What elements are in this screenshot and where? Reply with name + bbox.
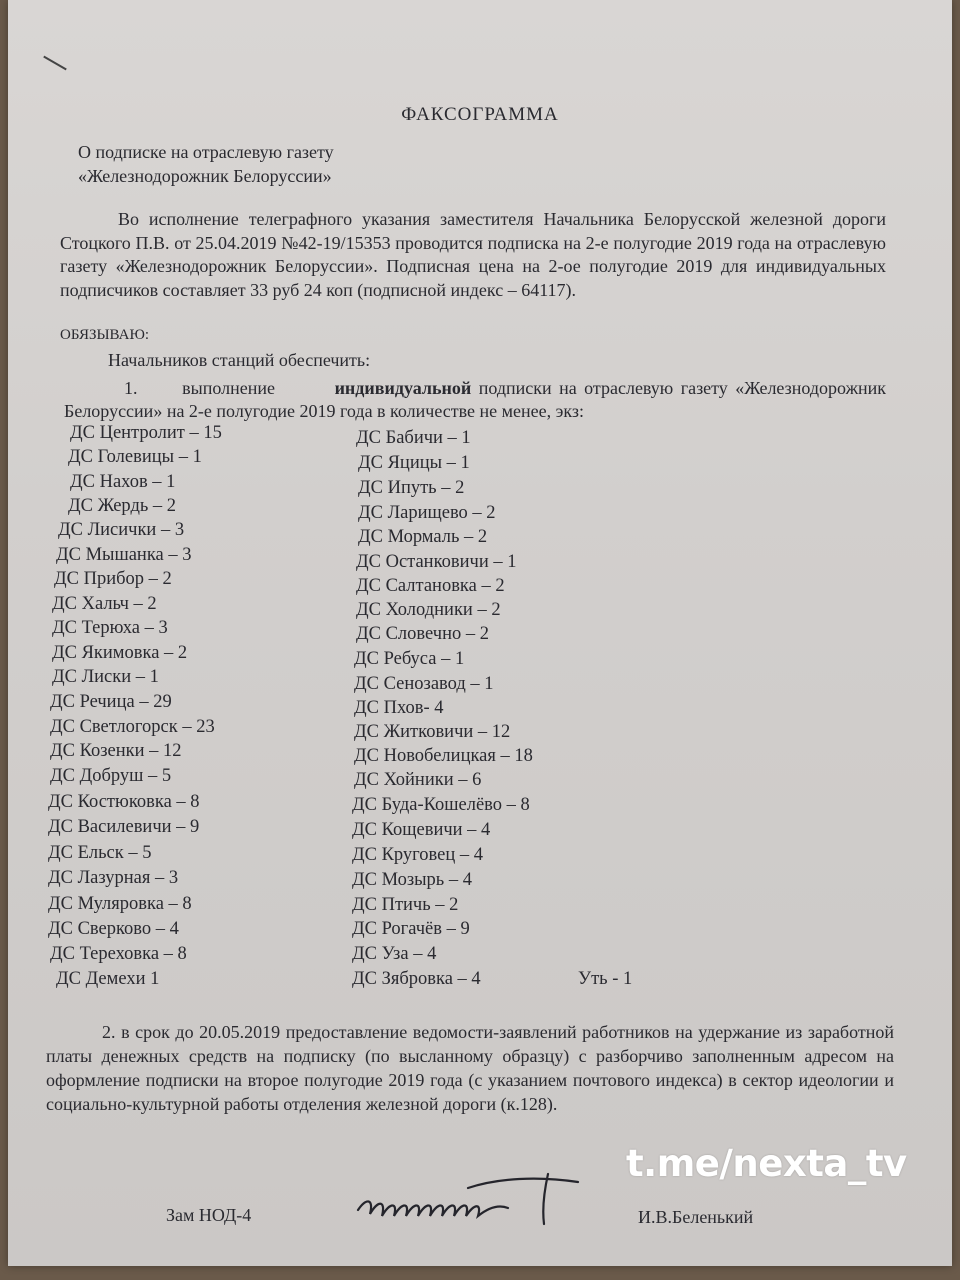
station-right-item: ДС Уза – 4 — [352, 944, 437, 964]
handwritten-signature — [348, 1168, 598, 1248]
station-right-item: ДС Бабичи – 1 — [356, 428, 471, 448]
station-right-item: ДС Новобелицкая – 18 — [354, 746, 533, 766]
station-left-item: ДС Прибор – 2 — [54, 569, 172, 589]
station-right-item: ДС Кощевичи – 4 — [352, 820, 491, 840]
document-title: ФАКСОГРАММА — [401, 104, 559, 125]
pen-mark — [43, 56, 67, 71]
item-1 — [64, 377, 886, 423]
station-right-item: ДС Ипуть – 2 — [358, 478, 465, 498]
station-left-item: ДС Центролит – 15 — [70, 423, 222, 443]
station-left-item: ДС Якимовка – 2 — [52, 643, 188, 663]
station-right-item: ДС Словечно – 2 — [356, 624, 489, 644]
station-left-item: ДС Лиски – 1 — [52, 667, 159, 687]
station-left-item: ДС Терюха – 3 — [52, 618, 168, 638]
intro-paragraph: Во исполнение телеграфного указания заместителя Начальника Белорусской железной дороги Стоцкого П.В. от 25.04.2019 №42-19/15353 проводится подписка на 2-е полугодие 2019 года на отраслевую газету «Железнодорожник Белоруссии». Подписная цена на 2-ое полугодие 2019 для индивидуальных подписчиков составляет 33 руб 24 коп (подписной индекс – 64117). — [60, 209, 886, 300]
item-2: 2. в срок до 20.05.2019 предоставление ведомости-заявлений работников на удержание из заработной платы денежных средств на подписку (по высланному образцу) с разборчиво заполненным адресом на оформление подписки на второе полугодие 2019 года (с указанием почтового индекса) в сектор идеологии и социально-культурной работы отделения железной дороги (к.128). — [46, 1022, 894, 1114]
station-right-item: ДС Птичь – 2 — [352, 895, 459, 915]
item-1-after: подписки на отраслевую газету «Железнодорожник Белоруссии» на 2-е полугодие 2019 года в количестве не менее, экз: — [64, 378, 887, 421]
fax-document — [8, 0, 952, 1266]
item-1-before: выполнение — [182, 378, 276, 398]
station-right-item: ДС Зябровка – 4 — [352, 969, 481, 989]
watermark-text: t.me/nexta_tv — [626, 1142, 907, 1185]
station-right-item: ДС Мозырь – 4 — [352, 870, 472, 890]
station-left-item: ДС Демехи 1 — [56, 969, 160, 989]
station-right-item: ДС Хойники – 6 — [354, 770, 482, 790]
station-right-item: ДС Буда-Кошелёво – 8 — [352, 795, 530, 815]
station-left-item: ДС Хальч – 2 — [52, 594, 157, 614]
station-left-item: ДС Лазурная – 3 — [48, 868, 179, 888]
heads-instruction: Начальников станций обеспечить: — [108, 350, 371, 370]
station-left-item: ДС Костюковка – 8 — [48, 792, 200, 812]
station-left-item: ДС Нахов – 1 — [70, 472, 176, 492]
station-right-item: ДС Салтановка – 2 — [356, 576, 505, 596]
station-right-item: ДС Ребуса – 1 — [354, 649, 465, 669]
obliged-label: ОБЯЗЫВАЮ: — [60, 327, 150, 343]
station-left-item: ДС Тереховка – 8 — [50, 944, 187, 964]
document-subject — [78, 140, 334, 188]
station-right-item: ДС Рогачёв – 9 — [352, 919, 470, 939]
station-right-item: ДС Холодники – 2 — [356, 600, 501, 620]
station-left-item: ДС Мышанка – 3 — [56, 545, 192, 565]
station-extra: Уть - 1 — [578, 969, 633, 989]
station-left-item: ДС Муляровка – 8 — [48, 894, 192, 914]
item-1-bold: индивидуальной — [334, 378, 472, 398]
station-left-item: ДС Козенки – 12 — [50, 741, 182, 761]
subject-line-2: «Железнодорожник Белоруссии» — [78, 166, 332, 186]
station-right-item: ДС Ларищево – 2 — [358, 503, 496, 523]
item-1-number: 1. — [124, 378, 138, 398]
station-left-item: ДС Лисички – 3 — [58, 520, 185, 540]
station-left-item: ДС Голевицы – 1 — [68, 447, 202, 467]
station-left-item: ДС Светлогорск – 23 — [50, 717, 215, 737]
signer-position: Зам НОД-4 — [166, 1205, 252, 1225]
station-right-item: ДС Останковичи – 1 — [356, 552, 517, 572]
station-right-item: ДС Мормаль – 2 — [358, 527, 488, 547]
station-right-item: ДС Круговец – 4 — [352, 845, 484, 865]
station-left-item: ДС Василевичи – 9 — [48, 817, 200, 837]
station-left-item: ДС Речица – 29 — [50, 692, 172, 712]
station-right-item: ДС Сенозавод – 1 — [354, 674, 494, 694]
station-left-item: ДС Ельск – 5 — [48, 843, 152, 863]
station-left-item: ДС Сверково – 4 — [48, 919, 179, 939]
station-left-item: ДС Добруш – 5 — [50, 766, 172, 786]
station-right-item: ДС Пхов- 4 — [354, 698, 444, 718]
station-left-item: ДС Жердь – 2 — [68, 496, 177, 516]
subject-line-1: О подписке на отраслевую газету — [78, 142, 334, 162]
station-right-item: ДС Житковичи – 12 — [354, 722, 511, 742]
station-right-item: ДС Яцицы – 1 — [358, 453, 470, 473]
signer-name: И.В.Беленький — [638, 1207, 754, 1227]
